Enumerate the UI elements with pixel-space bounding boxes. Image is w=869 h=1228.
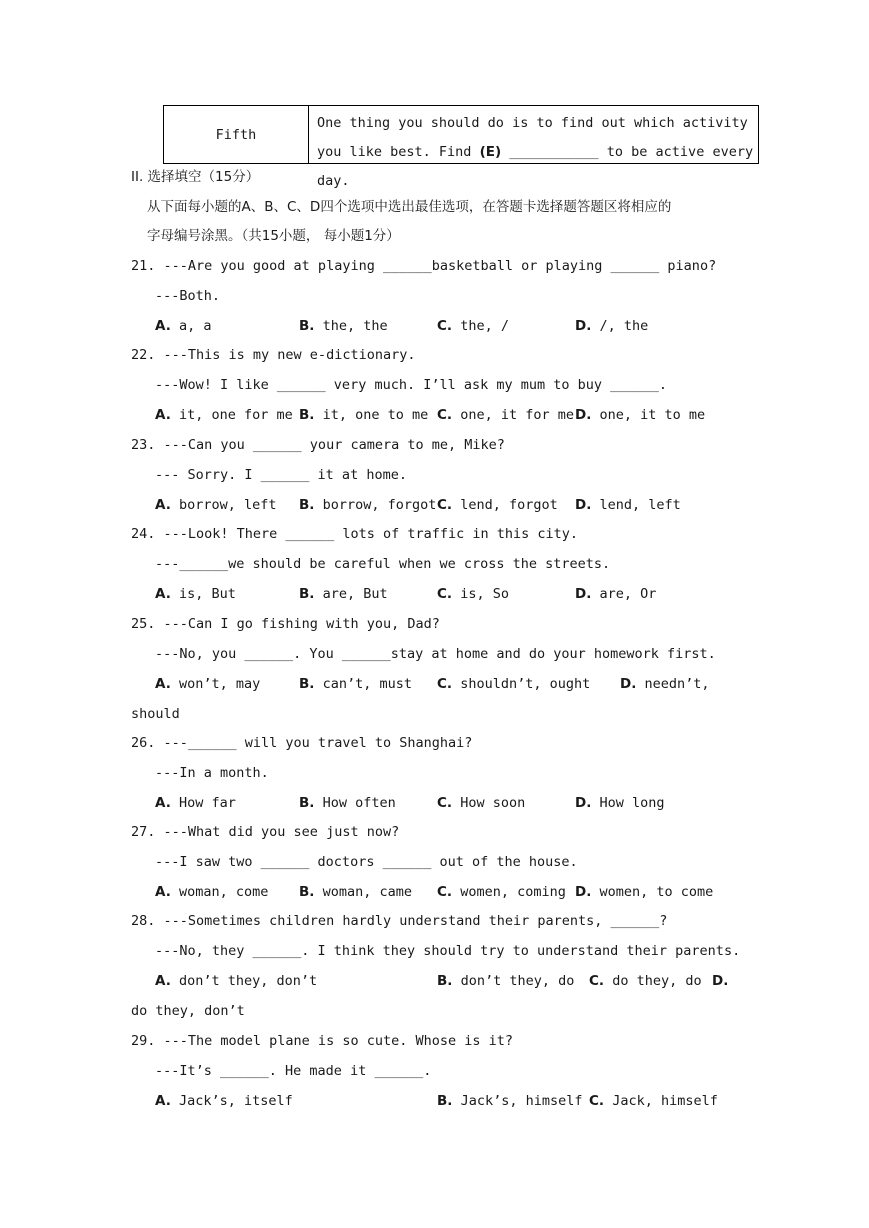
option-text: woman, come <box>178 884 269 900</box>
question-response: ---No, you ______. You ______stay at home and do your homework first. <box>155 646 716 662</box>
answer-option <box>155 972 317 990</box>
option-text: lend, left <box>599 497 681 513</box>
option-text: don’t they, do <box>460 973 575 989</box>
option-text: /, the <box>599 318 649 334</box>
option-text: shouldn’t, ought <box>460 676 591 692</box>
option-text: it, one to me <box>322 407 429 423</box>
option-letter: D. <box>575 318 592 334</box>
option-text: How long <box>599 795 665 811</box>
option-letter: C. <box>437 884 453 900</box>
answer-option <box>299 675 412 693</box>
option-text: woman, came <box>322 884 412 900</box>
option-text: women, coming <box>460 884 566 900</box>
option-text: women, to come <box>599 884 714 900</box>
answer-option <box>575 317 648 335</box>
option-letter: A. <box>155 1093 171 1109</box>
answer-option <box>712 972 736 990</box>
answer-option <box>575 406 705 424</box>
answer-option <box>155 496 277 514</box>
section-title: II. 选择填空（15分） <box>131 169 260 185</box>
option-text: are, But <box>322 586 388 602</box>
option-text: How far <box>178 795 236 811</box>
answer-option <box>437 675 590 693</box>
option-letter: A. <box>155 407 171 423</box>
option-letter: B. <box>299 407 315 423</box>
answer-option <box>589 972 702 990</box>
option-letter: B. <box>299 586 315 602</box>
question-response: ---I saw two ______ doctors ______ out of the house. <box>155 854 578 870</box>
option-text: borrow, forgot <box>322 497 437 513</box>
answer-option <box>299 496 436 514</box>
answer-option <box>299 883 412 901</box>
option-letter: C. <box>589 1093 605 1109</box>
answer-option <box>437 317 509 335</box>
option-text: is, But <box>178 586 236 602</box>
answer-option <box>155 317 211 335</box>
question-stem: 21. ---Are you good at playing ______basketball or playing ______ piano? <box>131 258 717 274</box>
question-response: ---Both. <box>155 288 221 304</box>
answer-option <box>299 585 388 603</box>
answer-option <box>575 496 681 514</box>
question-response: ---Wow! I like ______ very much. I’ll ask my mum to buy ______. <box>155 377 668 393</box>
option-letter: B. <box>437 973 453 989</box>
answer-option <box>620 675 710 693</box>
answer-option <box>437 406 574 424</box>
option-letter: B. <box>299 497 315 513</box>
answer-option <box>437 883 566 901</box>
answer-option <box>437 585 509 603</box>
option-text: borrow, left <box>178 497 277 513</box>
option-letter: B. <box>299 884 315 900</box>
option-letter: D. <box>575 497 592 513</box>
option-letter: A. <box>155 795 171 811</box>
option-text: a, a <box>178 318 212 334</box>
answer-option <box>575 585 656 603</box>
answer-option <box>155 1092 293 1110</box>
option-letter: D. <box>575 407 592 423</box>
option-continuation: should <box>131 706 180 722</box>
question-stem: 25. ---Can I go fishing with you, Dad? <box>131 616 440 632</box>
instruction-line-2: 字母编号涂黑。（共15小题， 每小题1分） <box>147 228 400 244</box>
option-text: don’t they, don’t <box>178 973 318 989</box>
option-text: lend, forgot <box>460 497 558 513</box>
table-text-a: One thing you should do is to find out which activity you like best. Find <box>317 115 748 160</box>
option-text: it, one for me <box>178 407 293 423</box>
answer-option <box>437 972 574 990</box>
option-text: are, Or <box>599 586 657 602</box>
question-stem: 27. ---What did you see just now? <box>131 824 400 840</box>
option-text: the, the <box>322 318 388 334</box>
option-letter: C. <box>437 497 453 513</box>
option-text: do they, do <box>612 973 702 989</box>
table-label-cell <box>164 106 309 163</box>
option-text: Jack’s, itself <box>178 1093 293 1109</box>
option-letter: C. <box>589 973 605 989</box>
option-letter: A. <box>155 586 171 602</box>
answer-option <box>155 794 236 812</box>
option-letter: C. <box>437 407 453 423</box>
option-letter: A. <box>155 676 171 692</box>
option-letter: C. <box>437 676 453 692</box>
answer-option <box>575 883 713 901</box>
option-text: Jack’s, himself <box>460 1093 583 1109</box>
instruction-line-1: 从下面每小题的A、B、C、D四个选项中选出最佳选项，在答题卡选择题答题区将相应的 <box>147 199 672 215</box>
option-text: the, / <box>460 318 509 334</box>
answer-option <box>299 317 388 335</box>
option-text: Jack, himself <box>612 1093 718 1109</box>
option-letter: D. <box>575 795 592 811</box>
answer-option <box>575 794 665 812</box>
answer-option <box>155 675 260 693</box>
question-response: --- Sorry. I ______ it at home. <box>155 467 407 483</box>
answer-option <box>299 406 428 424</box>
question-stem: 26. ---______ will you travel to Shanghai? <box>131 735 473 751</box>
option-letter: A. <box>155 318 171 334</box>
option-text: one, it to me <box>599 407 706 423</box>
option-letter: A. <box>155 884 171 900</box>
option-letter: D. <box>575 884 592 900</box>
option-letter: C. <box>437 318 453 334</box>
option-letter: C. <box>437 795 453 811</box>
option-letter: D. <box>712 973 729 989</box>
question-stem: 23. ---Can you ______ your camera to me, Mike? <box>131 437 505 453</box>
option-text: won’t, may <box>178 676 261 692</box>
option-text: is, So <box>460 586 509 602</box>
option-letter: C. <box>437 586 453 602</box>
option-continuation: do they, don’t <box>131 1003 245 1019</box>
option-text: one, it for me <box>460 407 574 423</box>
option-letter: A. <box>155 497 171 513</box>
question-stem: 28. ---Sometimes children hardly understand their parents, ______? <box>131 913 668 929</box>
question-response: ---It’s ______. He made it ______. <box>155 1063 432 1079</box>
table-text-cell <box>317 109 757 196</box>
option-letter: B. <box>437 1093 453 1109</box>
answer-option <box>155 585 236 603</box>
answer-option <box>437 794 525 812</box>
answer-option <box>299 794 396 812</box>
option-text: needn’t, <box>644 676 710 692</box>
answer-option <box>437 1092 582 1110</box>
question-stem: 22. ---This is my new e-dictionary. <box>131 347 416 363</box>
question-stem: 24. ---Look! There ______ lots of traffic in this city. <box>131 526 579 542</box>
option-text: How soon <box>460 795 526 811</box>
option-text: can’t, must <box>322 676 412 692</box>
answer-option <box>589 1092 718 1110</box>
blank-marker: (E) <box>479 144 502 160</box>
answer-option <box>155 406 293 424</box>
table-label: Fifth <box>215 126 257 143</box>
option-text: How often <box>322 795 396 811</box>
option-letter: D. <box>575 586 592 602</box>
question-response: ---______we should be careful when we cross the streets. <box>155 556 611 572</box>
question-response: ---No, they ______. I think they should try to understand their parents. <box>155 943 741 959</box>
option-letter: B. <box>299 795 315 811</box>
option-letter: B. <box>299 318 315 334</box>
answer-option <box>155 883 268 901</box>
option-letter: B. <box>299 676 315 692</box>
question-stem: 29. ---The model plane is so cute. Whose is it? <box>131 1033 514 1049</box>
answer-option <box>437 496 558 514</box>
option-letter: D. <box>620 676 637 692</box>
option-letter: A. <box>155 973 171 989</box>
table-text-b: ___________ to be active every day. <box>317 144 754 189</box>
question-response: ---In a month. <box>155 765 269 781</box>
